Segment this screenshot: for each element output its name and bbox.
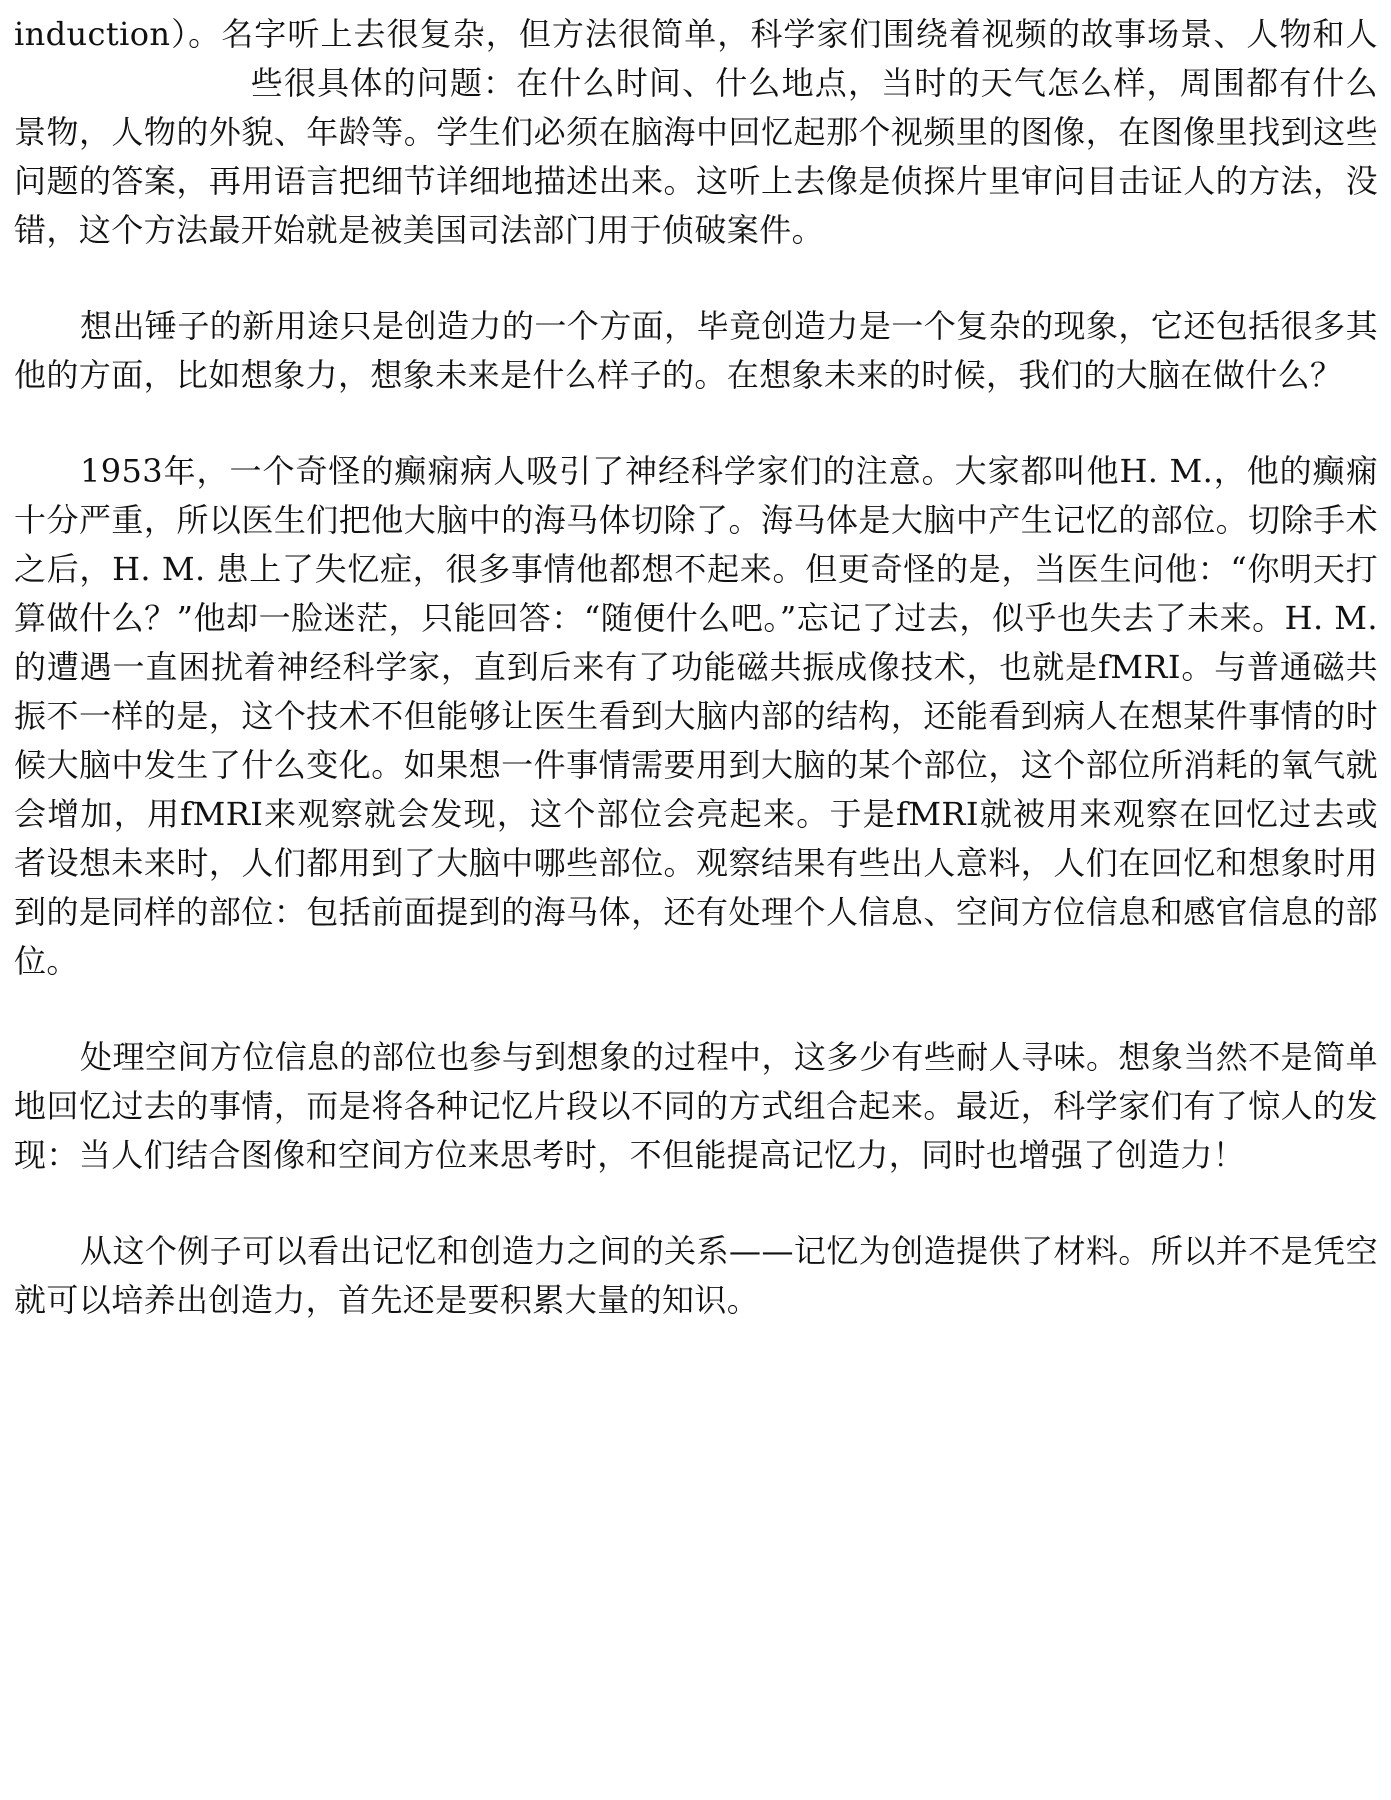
paragraph-2: 想出锤子的新用途只是创造力的一个方面，毕竟创造力是一个复杂的现象，它还包括很多其他的方面，比如想象力，想象未来是什么样子的。在想象未来的时候，我们的大脑在做什么？ [14,307,1378,394]
paragraph-1-text-after-gap: 些很具体的问题：在什么时间、什么地点，当时的天气怎么样，周围都有什么景物，人物的外貌、年龄等。学生们必须在脑海中回忆起那个视频里的图像，在图像里找到这些问题的答案，再用语言把细节详细地描述出来。这听上去像是侦探片里审问目击证人的方法，没错，这个方法最开始就是被美国司法部门用于侦破案件。 [14,64,1378,249]
paragraph-3: 1953年，一个奇怪的癫痫病人吸引了神经科学家们的注意。大家都叫他H. M.，他的癫痫十分严重，所以医生们把他大脑中的海马体切除了。海马体是大脑中产生记忆的部位。切除手术之后，H. M. 患上了失忆症，很多事情他都想不起来。但更奇怪的是，当医生问他：“你明天打算做什么？”他却一脸迷茫，只能回答：“随便什么吧。”忘记了过去，似乎也失去了未来。H. M. 的遭遇一直困扰着神经科学家，直到后来有了功能磁共振成像技术，也就是fMRI。与普通磁共振不一样的是，这个技术不但能够让医生看到大脑内部的结构，还能看到病人在想某件事情的时候大脑中发生了什么变化。如果想一件事情需要用到大脑的某个部位，这个部位所消耗的氧气就会增加，用fMRI来观察就会发现，这个部位会亮起来。于是fMRI就被用来观察在回忆过去或者设想未来时，人们都用到了大脑中哪些部位。观察结果有些出人意料，人们在回忆和想象时用到的是同样的部位：包括前面提到的海马体，还有处理个人信息、空间方位信息和感官信息的部位。 [14,452,1378,980]
document-page [14,10,1378,1372]
paragraph-5: 从这个例子可以看出记忆和创造力之间的关系——记忆为创造提供了材料。所以并不是凭空就可以培养出创造力，首先还是要积累大量的知识。 [14,1232,1378,1319]
text-gap [14,93,250,94]
paragraph-1-text-before-gap: induction）。名字听上去很复杂，但方法很简单，科学家们围绕着视频的故事场景、人物和人 [14,15,1378,53]
paragraph-1 [14,10,1378,255]
paragraph-4: 处理空间方位信息的部位也参与到想象的过程中，这多少有些耐人寻味。想象当然不是简单地回忆过去的事情，而是将各种记忆片段以不同的方式组合起来。最近，科学家们有了惊人的发现：当人们结合图像和空间方位来思考时，不但能提高记忆力，同时也增强了创造力！ [14,1038,1378,1174]
